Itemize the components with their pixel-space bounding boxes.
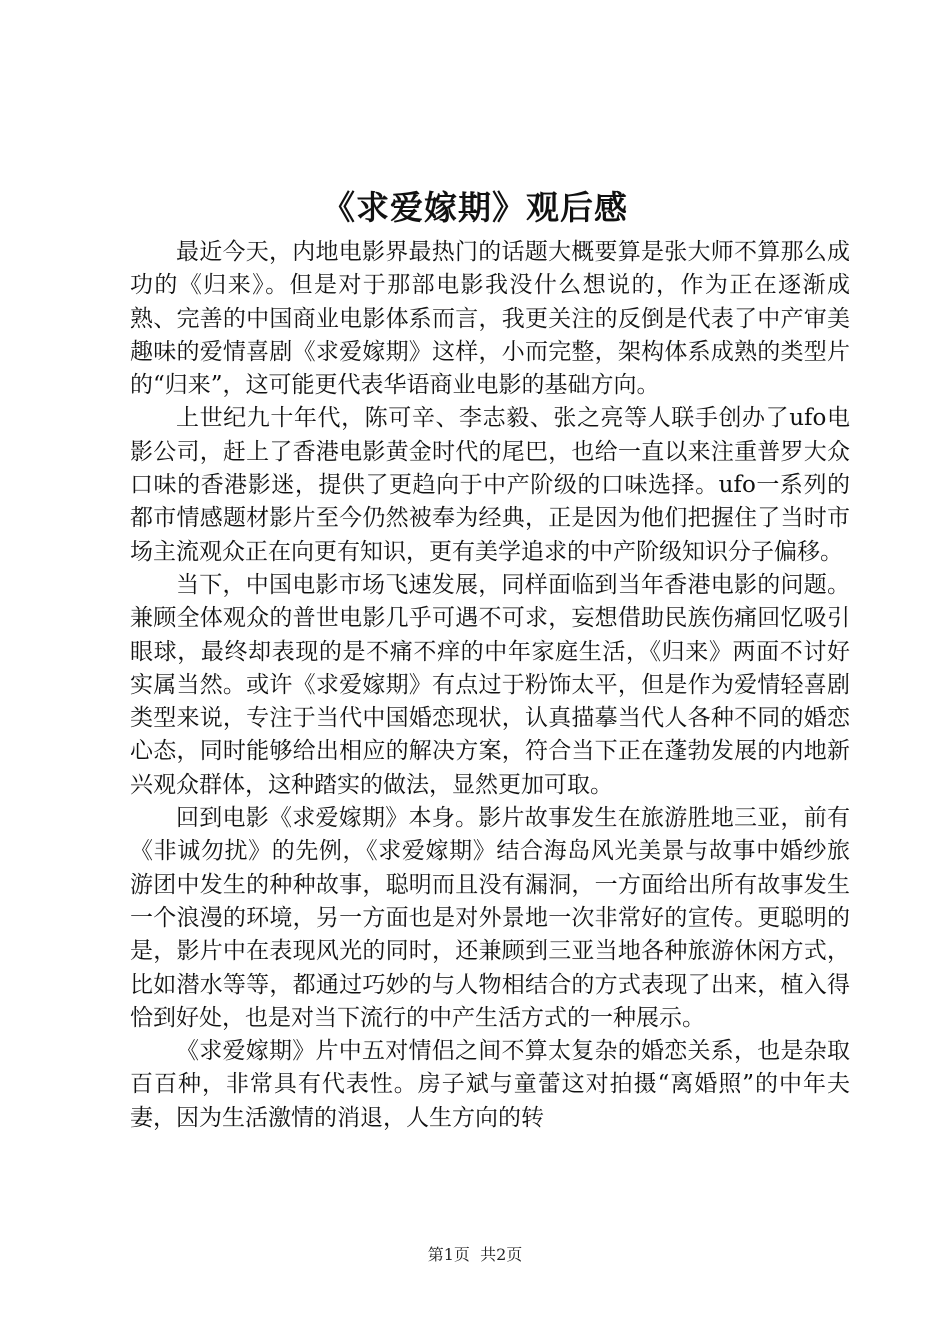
article-body (130, 236, 850, 1135)
page-number: 第1页 共2页 (427, 1245, 523, 1264)
paragraph-4: 回到电影《求爱嫁期》本身。影片故事发生在旅游胜地三亚，前有《非诚勿扰》的先例，《求爱嫁期》结合海岛风光美景与故事中婚纱旅游团中发生的种种故事，聪明而且没有漏洞，一方面给出所有故事发生一个浪漫的环境，另一方面也是对外景地一次非常好的宣传。更聪明的是，影片中在表现风光的同时，还兼顾到三亚当地各种旅游休闲方式，比如潜水等等，都通过巧妙的与人物相结合的方式表现了出来，植入得恰到好处，也是对当下流行的中产生活方式的一种展示。 (130, 805, 850, 1031)
paragraph-3: 当下，中国电影市场飞速发展，同样面临到当年香港电影的问题。兼顾全体观众的普世电影几乎可遇不可求，妄想借助民族伤痛回忆吸引眼球，最终却表现的是不痛不痒的中年家庭生活，《归来》两面不讨好实属当然。或许《求爱嫁期》有点过于粉饰太平，但是作为爱情轻喜剧类型来说，专注于当代中国婚恋现状，认真描摹当代人各种不同的婚恋心态，同时能够给出相应的解决方案，符合当下正在蓬勃发展的内地新兴观众群体，这种踏实的做法，显然更加可取。 (130, 571, 850, 798)
paragraph-2: 上世纪九十年代，陈可辛、李志毅、张之亮等人联手创办了ufo电影公司，赶上了香港电影黄金时代的尾巴，也给一直以来注重普罗大众口味的香港影迷，提供了更趋向于中产阶级的口味选择。ufo一系列的都市情感题材影片至今仍然被奉为经典，正是因为他们把握住了当时市场主流观众正在向更有知识，更有美学追求的中产阶级知识分子偏移。 (130, 405, 850, 565)
page-footer (0, 1244, 950, 1266)
paragraph-1: 最近今天，内地电影界最热门的话题大概要算是张大师不算那么成功的《归来》。但是对于那部电影我没什么想说的，作为正在逐渐成熟、完善的中国商业电影体系而言，我更关注的反倒是代表了中产审美趣味的爱情喜剧《求爱嫁期》这样，小而完整，架构体系成熟的类型片的“归来”，这可能更代表华语商业电影的基础方向。 (130, 239, 850, 399)
paragraph-5: 《求爱嫁期》片中五对情侣之间不算太复杂的婚恋关系，也是杂取百百种，非常具有代表性。房子斌与童蕾这对拍摄“离婚照”的中年夫妻，因为生活激情的消退，人生方向的转 (130, 1038, 850, 1131)
page-title: 《求爱嫁期》观后感 (322, 188, 628, 227)
